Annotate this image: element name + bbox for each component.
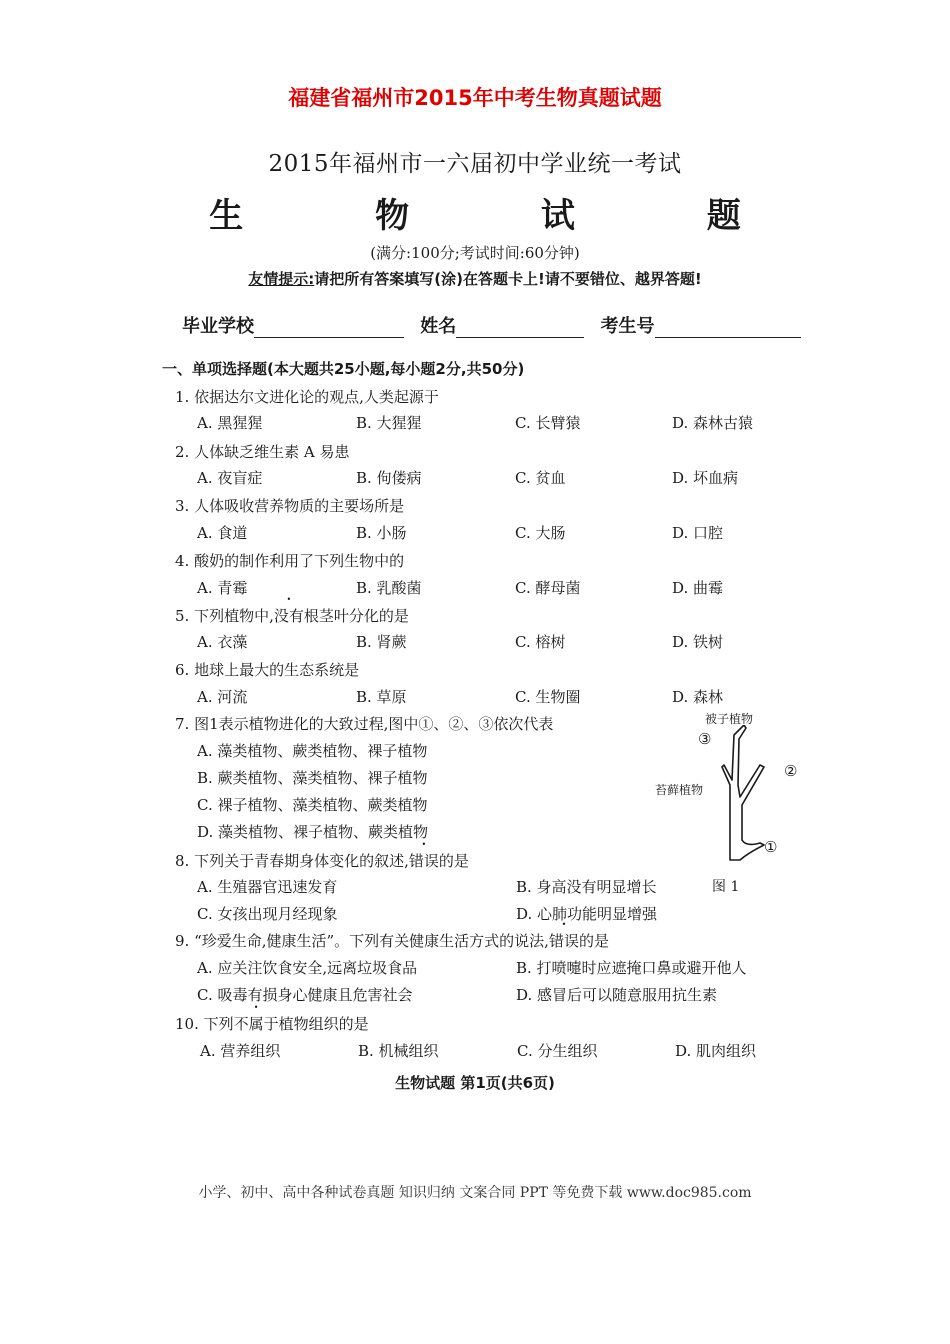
- figure-marker-2: ②: [784, 762, 798, 780]
- option-5a: A. 衣藻: [197, 633, 248, 651]
- option-10d: D. 肌肉组织: [675, 1042, 757, 1060]
- option-7c: C. 裸子植物、藻类植物、蕨类植物: [197, 796, 428, 814]
- option-9b: B. 打喷嚏时应遮掩口鼻或避开他人: [516, 959, 747, 977]
- question-8-emphasis: 错误: [408, 852, 439, 870]
- school-field[interactable]: [254, 319, 404, 338]
- tip-text: 请把所有答案填写(涂)在答题卡上!请不要错位、越界答题!: [314, 270, 702, 288]
- option-3b: B. 小肠: [356, 524, 407, 542]
- figure-label-moss: 苔藓植物: [655, 783, 704, 797]
- question-9-pre: 9. “珍爱生命,健康生活”。下列有关健康生活方式的说法,: [175, 932, 549, 950]
- question-9-emphasis: 错误: [548, 932, 579, 950]
- option-1b: B. 大猩猩: [356, 414, 422, 432]
- figure-caption: 图 1: [712, 879, 740, 895]
- question-10-post: 植物组织的是: [278, 1015, 369, 1033]
- option-7d: D. 藻类植物、裸子植物、蕨类植物: [197, 823, 429, 841]
- option-9d: D. 感冒后可以随意服用抗生素: [516, 986, 718, 1004]
- option-2d: D. 坏血病: [672, 469, 739, 487]
- question-6: 6. 地球上最大的生态系统是: [175, 661, 360, 679]
- evolution-tree-diagram: [700, 725, 780, 865]
- option-7a: A. 藻类植物、蕨类植物、裸子植物: [197, 742, 428, 760]
- option-1d: D. 森林古猿: [672, 414, 754, 432]
- subject-title: 生 物 试 题: [209, 196, 801, 236]
- question-9: [175, 930, 609, 951]
- name-label: 姓名: [420, 316, 457, 337]
- question-9-post: 的是: [578, 932, 609, 950]
- question-10-emphasis: 不属于: [233, 1015, 279, 1033]
- exam-info: (满分:100分;考试时间:60分钟): [370, 244, 580, 262]
- option-8a: A. 生殖器官迅速发育: [197, 878, 338, 896]
- option-3c: C. 大肠: [515, 524, 566, 542]
- option-2a: A. 夜盲症: [197, 469, 263, 487]
- question-10: [175, 1013, 369, 1034]
- question-7: 7. 图1表示植物进化的大致过程,图中①、②、③依次代表: [175, 715, 554, 733]
- question-8: [175, 850, 469, 871]
- exam-name: 2015年福州市一六届初中学业统一考试: [268, 151, 682, 177]
- option-3a: A. 食道: [197, 524, 248, 542]
- option-5c: C. 榕树: [515, 633, 566, 651]
- question-5-emphasis: 没有: [273, 607, 304, 625]
- school-label: 毕业学校: [182, 316, 254, 337]
- option-6a: A. 河流: [197, 688, 248, 706]
- friendly-tip: [0, 268, 950, 289]
- option-4d: D. 曲霉: [672, 579, 724, 597]
- bottom-banner: 小学、初中、高中各种试卷真题 知识归纳 文案合同 PPT 等免费下载 www.doc985.com: [198, 1185, 752, 1201]
- document-title: 福建省福州市2015年中考生物真题试题: [288, 86, 662, 110]
- option-9a: A. 应关注饮食安全,远离垃圾食品: [197, 959, 418, 977]
- page-footer: 生物试题 第1页(共6页): [395, 1074, 555, 1092]
- option-10a: A. 营养组织: [200, 1042, 281, 1060]
- option-4b: B. 乳酸菌: [356, 579, 422, 597]
- option-5b: B. 肾蕨: [356, 633, 407, 651]
- option-4c: C. 酵母菌: [515, 579, 581, 597]
- option-8c: C. 女孩出现月经现象: [197, 905, 338, 923]
- option-10c: C. 分生组织: [517, 1042, 598, 1060]
- name-field[interactable]: [456, 319, 584, 338]
- option-2b: B. 佝偻病: [356, 469, 422, 487]
- option-6d: D. 森林: [672, 688, 724, 706]
- question-10-pre: 10. 下列: [175, 1015, 234, 1033]
- option-7b: B. 蕨类植物、藻类植物、裸子植物: [197, 769, 428, 787]
- option-8d: D. 心肺功能明显增强: [516, 905, 658, 923]
- option-10b: B. 机械组织: [358, 1042, 439, 1060]
- option-5d: D. 铁树: [672, 633, 724, 651]
- question-2: 2. 人体缺乏维生素 A 易患: [175, 443, 350, 461]
- id-label: 考生号: [600, 316, 655, 337]
- option-9c: C. 吸毒有损身心健康且危害社会: [197, 986, 413, 1004]
- figure-marker-3: ③: [698, 730, 712, 748]
- question-1: 1. 依据达尔文进化论的观点,人类起源于: [175, 388, 439, 406]
- question-4: 4. 酸奶的制作利用了下列生物中的: [175, 552, 405, 570]
- option-4a: A. 青霉: [197, 579, 248, 597]
- student-fields: [182, 312, 801, 338]
- option-6b: B. 草原: [356, 688, 407, 706]
- figure-marker-1: ①: [764, 838, 778, 856]
- id-field[interactable]: [655, 319, 801, 338]
- section-title: 一、单项选择题(本大题共25小题,每小题2分,共50分): [162, 360, 525, 378]
- option-6c: C. 生物圈: [515, 688, 581, 706]
- question-5-post: 根茎叶分化的是: [303, 607, 409, 625]
- question-5-pre: 5. 下列植物中,: [175, 607, 274, 625]
- figure-label-angiosperm: 被子植物: [705, 712, 754, 726]
- option-1c: C. 长臂猿: [515, 414, 581, 432]
- question-3: 3. 人体吸收营养物质的主要场所是: [175, 497, 405, 515]
- question-8-pre: 8. 下列关于青春期身体变化的叙述,: [175, 852, 409, 870]
- option-3d: D. 口腔: [672, 524, 724, 542]
- option-2c: C. 贫血: [515, 469, 566, 487]
- tip-prefix: 友情提示:: [248, 270, 315, 288]
- question-5: [175, 605, 409, 626]
- option-1a: A. 黑猩猩: [197, 414, 263, 432]
- option-8b: B. 身高没有明显增长: [516, 878, 657, 896]
- question-8-post: 的是: [438, 852, 469, 870]
